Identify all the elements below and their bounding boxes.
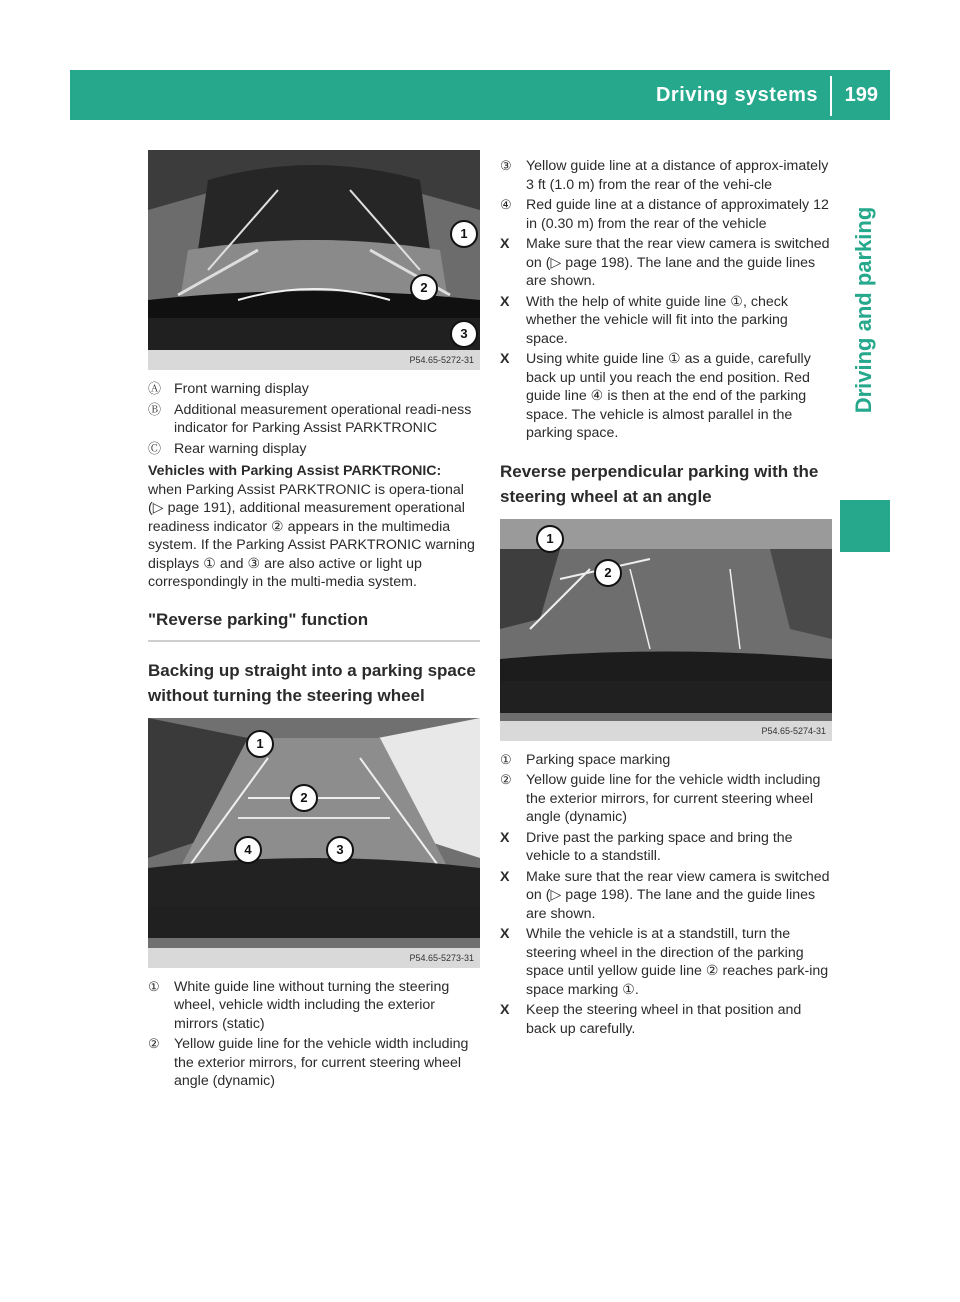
side-tab-label: Driving and parking bbox=[851, 206, 876, 414]
heading-backing-straight: Backing up straight into a parking space without turning the steering wheel bbox=[148, 660, 476, 705]
legend-guide-lines bbox=[148, 978, 480, 1091]
step-text: With the help of white guide line ①, check whether the vehicle will fit into the parking space. bbox=[526, 293, 788, 347]
step-marker: X bbox=[500, 351, 510, 367]
legend-text: Yellow guide line for the vehicle width including the exterior mirrors, for current steering wheel angle (dynamic) bbox=[174, 1036, 469, 1089]
right-column bbox=[500, 155, 832, 1038]
legend-item bbox=[148, 978, 480, 1034]
step-marker: X bbox=[500, 236, 510, 252]
legend-number: Ⓑ bbox=[148, 401, 162, 417]
legend-item bbox=[500, 157, 832, 194]
step-marker: X bbox=[500, 1002, 510, 1018]
legend-item bbox=[500, 751, 832, 770]
callout-1: 1 bbox=[450, 220, 478, 248]
legend-warning-displays bbox=[148, 380, 480, 458]
callout-2: 2 bbox=[594, 559, 622, 587]
legend-text: Yellow guide line for the vehicle width including the exterior mirrors, for current steering wheel angle (dynamic) bbox=[526, 772, 821, 825]
section-title: "Reverse parking" function bbox=[148, 608, 480, 642]
figure-ref: P54.65-5273-31 bbox=[148, 948, 480, 968]
legend-number: ④ bbox=[500, 197, 512, 212]
subheading-parktronic: Vehicles with Parking Assist PARKTRONIC: bbox=[148, 463, 442, 479]
legend-text: Parking space marking bbox=[526, 751, 671, 768]
figure-ref: P54.65-5272-31 bbox=[148, 350, 480, 370]
legend-guide-lines-continued bbox=[500, 157, 832, 233]
callout-2: 2 bbox=[290, 784, 318, 812]
page-header bbox=[70, 70, 890, 120]
legend-number: ③ bbox=[500, 158, 512, 173]
header-separator bbox=[830, 76, 832, 116]
legend-item bbox=[500, 196, 832, 233]
step-marker: X bbox=[500, 868, 510, 885]
figure-ref: P54.65-5274-31 bbox=[500, 721, 832, 741]
legend-item bbox=[148, 440, 480, 459]
step-text: Using white guide line ① as a guide, carefully back up until you reach the end position. Red guide line ④ is then at the end of the parking space. The vehicle is almost parallel in the parking space. bbox=[526, 351, 811, 441]
step-marker: X bbox=[500, 926, 510, 942]
step-text: Keep the steering wheel in that position and back up carefully. bbox=[526, 1002, 802, 1037]
side-tab-marker bbox=[840, 500, 890, 552]
callout-4: 4 bbox=[234, 836, 262, 864]
steps-perpendicular bbox=[500, 829, 832, 1039]
figure-perpendicular-parking bbox=[500, 519, 832, 741]
legend-number: Ⓐ bbox=[148, 381, 162, 396]
camera-toolbar bbox=[148, 318, 480, 350]
legend-perpendicular bbox=[500, 751, 832, 827]
figure-front-rear-warning bbox=[148, 150, 480, 370]
legend-text: Red guide line at a distance of approximately 12 in (0.30 m) from the rear of the vehicle bbox=[526, 197, 829, 232]
left-column bbox=[148, 150, 480, 1091]
step-text: Make sure that the rear view camera is switched on (▷ page 198). The lane and the guide lines are shown. bbox=[526, 236, 830, 289]
step-marker: X bbox=[500, 829, 510, 846]
legend-item bbox=[148, 1035, 480, 1091]
legend-number: ② bbox=[500, 772, 512, 787]
instruction-step bbox=[500, 235, 832, 291]
parktronic-paragraph: when Parking Assist PARKTRONIC is opera-tional (▷ page 191), additional measurement operational readiness indicator ② appears in the multimedia system. If the Parking Assist PARKTRONIC warning displays ① and ③ are also active or light up correspondingly in the multi-media system. bbox=[148, 481, 475, 590]
instruction-step bbox=[500, 350, 832, 443]
header-title: Driving systems bbox=[655, 84, 818, 106]
steps-straight bbox=[500, 235, 832, 443]
camera-toolbar bbox=[500, 681, 832, 713]
camera-toolbar bbox=[148, 906, 480, 938]
legend-item bbox=[500, 771, 832, 827]
instruction-step bbox=[500, 829, 832, 866]
step-text: Make sure that the rear view camera is switched on (▷ page 198). The lane and the guide lines are shown. bbox=[526, 868, 830, 922]
instruction-step bbox=[500, 1001, 832, 1038]
legend-number: ② bbox=[148, 1036, 160, 1051]
legend-text: Front warning display bbox=[174, 381, 309, 397]
instruction-step bbox=[500, 293, 832, 349]
callout-3: 3 bbox=[326, 836, 354, 864]
legend-number: ① bbox=[148, 978, 160, 994]
side-tab bbox=[838, 130, 890, 490]
legend-item bbox=[148, 380, 480, 399]
step-text: While the vehicle is at a standstill, turn the steering wheel in the direction of the parking space until yellow guide line ② reaches park-ing space marking ①. bbox=[526, 926, 829, 998]
legend-text: Additional measurement operational readi-ness indicator for Parking Assist PARKTRONIC bbox=[174, 401, 472, 436]
callout-1: 1 bbox=[536, 525, 564, 553]
figure-straight-parking bbox=[148, 718, 480, 968]
legend-text: White guide line without turning the steering wheel, vehicle width including the exterior mirrors (static) bbox=[174, 978, 450, 1032]
instruction-step bbox=[500, 868, 832, 924]
callout-2: 2 bbox=[410, 274, 438, 302]
legend-text: Yellow guide line at a distance of approx-imately 3 ft (1.0 m) from the rear of the vehi-cle bbox=[526, 158, 829, 193]
instruction-step bbox=[500, 925, 832, 999]
legend-text: Rear warning display bbox=[174, 440, 307, 457]
legend-number: Ⓒ bbox=[148, 440, 162, 456]
callout-1: 1 bbox=[246, 730, 274, 758]
heading-perpendicular: Reverse perpendicular parking with the steering wheel at an angle bbox=[500, 461, 819, 506]
page-number: 199 bbox=[844, 84, 878, 106]
callout-3: 3 bbox=[450, 320, 478, 348]
legend-number: ① bbox=[500, 751, 512, 767]
legend-item bbox=[148, 401, 480, 438]
step-marker: X bbox=[500, 293, 510, 310]
step-text: Drive past the parking space and bring the vehicle to a standstill. bbox=[526, 829, 793, 864]
